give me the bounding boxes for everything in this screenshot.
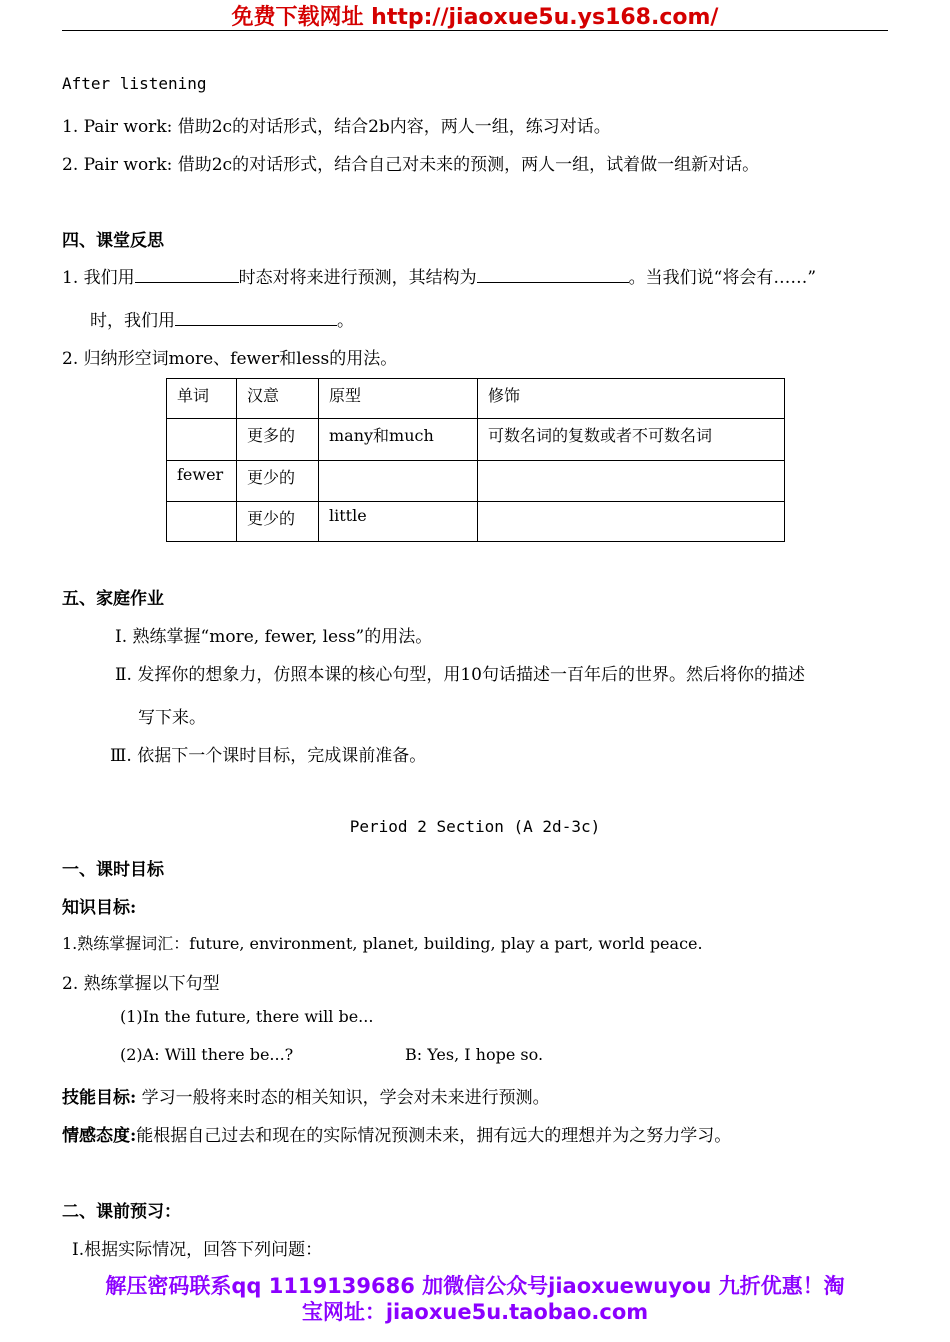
pattern-1: (1)In the future, there will be... xyxy=(120,1007,374,1026)
table-cell: 更少的 xyxy=(237,502,319,542)
homework-item-1: Ⅰ. 熟练掌握“more, fewer, less”的用法。 xyxy=(115,627,433,647)
table-header-cell: 单词 xyxy=(167,379,237,419)
table-cell xyxy=(319,461,478,502)
reflection-item-1 xyxy=(62,263,816,288)
fill-blank-structure[interactable] xyxy=(477,266,629,283)
table-cell: little xyxy=(319,502,478,542)
fill-blank-there-will-be[interactable] xyxy=(175,309,337,326)
table-row xyxy=(167,502,785,542)
table-header-cell: 原型 xyxy=(319,379,478,419)
knowledge-item-1: 1.熟练掌握词汇：future, environment, planet, building, play a part, world peace. xyxy=(62,934,703,953)
pattern-2a: (2)A: Will there be...? xyxy=(120,1045,294,1064)
header-url: 免费下载网址 http://jiaoxue5u.ys168.com/ xyxy=(231,5,719,30)
emotion-goal xyxy=(62,1121,731,1146)
goals-heading: 一、课时目标 xyxy=(62,860,164,880)
after-listening-item-1: 1. Pair work: 借助2c的对话形式，结合2b内容，两人一组，练习对话。 xyxy=(62,117,611,137)
reflection-item-1-line2 xyxy=(90,306,354,331)
table-header-row xyxy=(167,379,785,419)
table-cell: many和much xyxy=(319,419,478,461)
pattern-2b: B: Yes, I hope so. xyxy=(405,1045,544,1064)
reflection-item-1-part3: 。当我们说“将会有……” xyxy=(628,268,817,288)
after-listening-item-2: 2. Pair work: 借助2c的对话形式，结合自己对未来的预测，两人一组，试着做一组新对话。 xyxy=(62,155,760,175)
table-cell: 更多的 xyxy=(237,419,319,461)
after-listening-title: After listening xyxy=(62,74,207,93)
table-cell: 可数名词的复数或者不可数名词 xyxy=(478,419,785,461)
usage-table xyxy=(166,378,785,542)
reflection-item-2: 2. 归纳形空词more、fewer和less的用法。 xyxy=(62,349,398,369)
table-header-cell: 汉意 xyxy=(237,379,319,419)
period-title: Period 2 Section (A 2d-3c) xyxy=(349,817,601,836)
table-cell: 更少的 xyxy=(237,461,319,502)
homework-item-2: Ⅱ. 发挥你的想象力，仿照本课的核心句型，用10句话描述一百年后的世界。然后将你的描述 xyxy=(115,665,805,685)
fill-blank-tense[interactable] xyxy=(135,266,239,283)
emotion-text: 能根据自己过去和现在的实际情况预测未来，拥有远大的理想并为之努力学习。 xyxy=(136,1126,732,1146)
table-row xyxy=(167,461,785,502)
knowledge-item-2: 2. 熟练掌握以下句型 xyxy=(62,974,220,994)
skill-label: 技能目标: xyxy=(62,1088,137,1108)
table-row xyxy=(167,419,785,461)
homework-item-3: Ⅲ. 依据下一个课时目标，完成课前准备。 xyxy=(110,746,427,766)
skill-goal xyxy=(62,1083,550,1108)
preview-item-1: Ⅰ.根据实际情况，回答下列问题： xyxy=(72,1240,323,1260)
homework-item-2-cont: 写下来。 xyxy=(138,708,206,728)
reflection-item-1-part1: 1. 我们用 xyxy=(62,268,135,288)
footer-shop-url[interactable]: 宝网址：jiaoxue5u.taobao.com xyxy=(301,1300,649,1324)
table-header-cell: 修饰 xyxy=(478,379,785,419)
footer-contact: 解压密码联系qq 1119139686 加微信公众号jiaoxuewuyou 九折优惠！淘 xyxy=(105,1274,845,1298)
table-cell xyxy=(167,502,237,542)
header-divider xyxy=(62,30,888,31)
reflection-item-1-part2: 时态对将来进行预测，其结构为 xyxy=(238,268,477,288)
reflection-line2-part2: 。 xyxy=(337,311,354,331)
knowledge-label: 知识目标: xyxy=(62,898,137,918)
table-cell xyxy=(478,461,785,502)
homework-heading: 五、家庭作业 xyxy=(62,589,164,609)
table-cell xyxy=(167,419,237,461)
table-cell: fewer xyxy=(167,461,237,502)
emotion-label: 情感态度: xyxy=(62,1126,137,1146)
reflection-line2-part1: 时，我们用 xyxy=(90,311,175,331)
table-cell xyxy=(478,502,785,542)
reflection-heading: 四、课堂反思 xyxy=(62,231,164,251)
skill-text: 学习一般将来时态的相关知识，学会对未来进行预测。 xyxy=(136,1088,550,1108)
preview-heading: 二、课前预习： xyxy=(62,1202,181,1222)
